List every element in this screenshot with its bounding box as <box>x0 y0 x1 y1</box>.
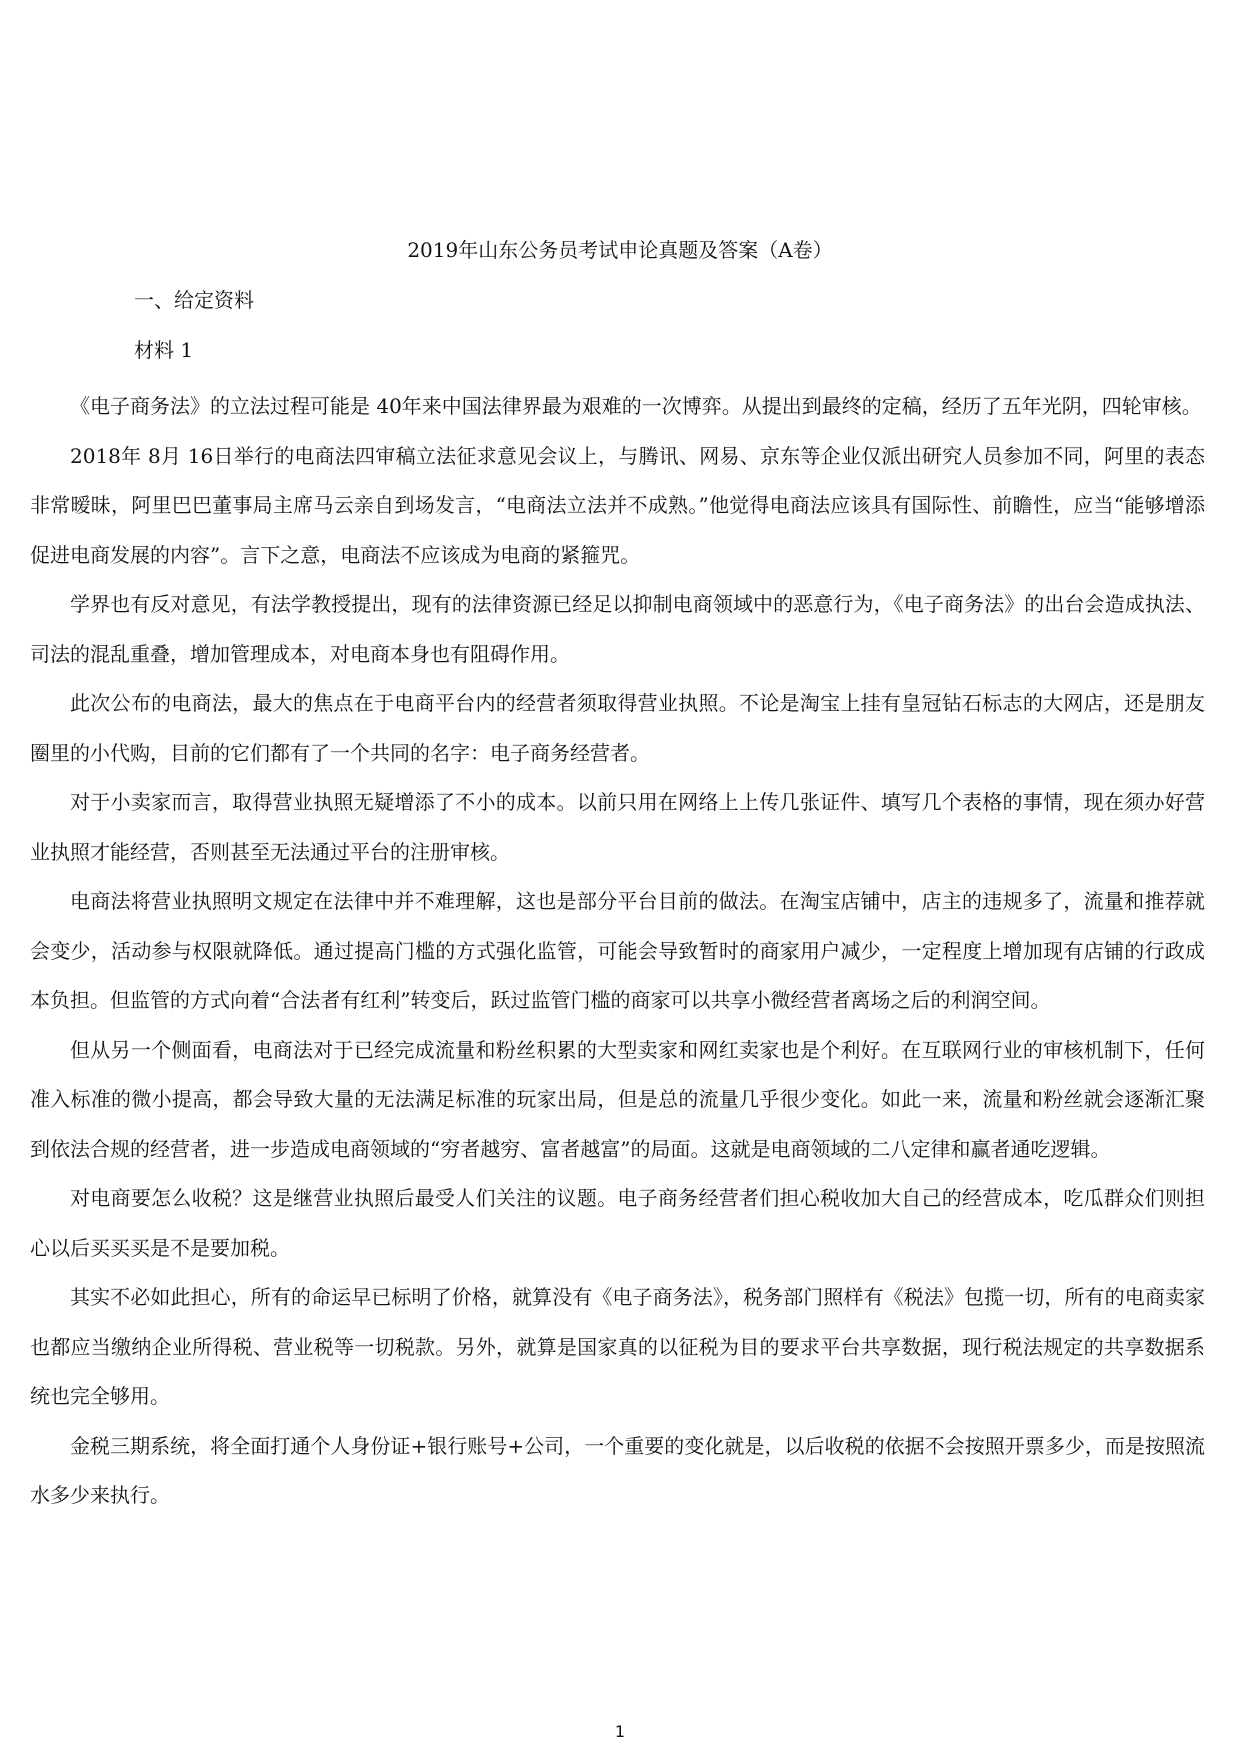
document-body <box>30 382 1205 1521</box>
paragraph-7: 但从另一个侧面看，电商法对于已经完成流量和粉丝积累的大型卖家和网红卖家也是个利好。在互联网行业的审核机制下，任何准入标准的微小提高，都会导致大量的无法满足标准的玩家出局，但是总的流量几乎很少变化。如此一来，流量和粉丝就会逐渐汇聚到依法合规的经营者，进一步造成电商领域的“穷者越穷、富者越富”的局面。这就是电商领域的二八定律和赢者通吃逻辑。 <box>30 1037 1205 1161</box>
paragraph-10: 金税三期系统，将全面打通个人身份证+银行账号+公司，一个重要的变化就是，以后收税的依据不会按照开票多少，而是按照流水多少来执行。 <box>30 1433 1205 1507</box>
paragraph-5: 对于小卖家而言，取得营业执照无疑增添了不小的成本。以前只用在网络上上传几张证件、填写几个表格的事情，现在须办好营业执照才能经营，否则甚至无法通过平台的注册审核。 <box>30 790 1205 864</box>
section-heading: 一、给定资料 <box>134 288 254 312</box>
paragraph-1: 《电子商务法》的立法过程可能是 40年来中国法律界最为艰难的一次博弈。从提出到最终的定稿，经历了五年光阴，四轮审核。 <box>70 394 1202 418</box>
document-title: 2019年山东公务员考试申论真题及答案（A卷） <box>407 238 833 262</box>
paragraph-8: 对电商要怎么收税？这是继营业执照后最受人们关注的议题。电子商务经营者们担心税收加大自己的经营成本，吃瓜群众们则担心以后买买买是不是要加税。 <box>30 1186 1205 1260</box>
page-number: 1 <box>614 1722 626 1741</box>
paragraph-6: 电商法将营业执照明文规定在法律中并不难理解，这也是部分平台目前的做法。在淘宝店铺中，店主的违规多了，流量和推荐就会变少，活动参与权限就降低。通过提高门槛的方式强化监管，可能会导致暂时的商家用户减少，一定程度上增加现有店铺的行政成本负担。但监管的方式向着“合法者有红利”转变后，跃过监管门槛的商家可以共享小微经营者离场之后的利润空间。 <box>30 889 1205 1012</box>
paragraph-4: 此次公布的电商法，最大的焦点在于电商平台内的经营者须取得营业执照。不论是淘宝上挂有皇冠钻石标志的大网店，还是朋友圈里的小代购，目前的它们都有了一个共同的名字：电子商务经营者。 <box>30 691 1205 765</box>
paragraph-3: 学界也有反对意见，有法学教授提出，现有的法律资源已经足以抑制电商领域中的恶意行为，《电子商务法》的出台会造成执法、司法的混乱重叠，增加管理成本，对电商本身也有阻碍作用。 <box>30 592 1205 666</box>
paragraph-9: 其实不必如此担心，所有的命运早已标明了价格，就算没有《电子商务法》，税务部门照样有《税法》包揽一切，所有的电商卖家也都应当缴纳企业所得税、营业税等一切税款。另外，就算是国家真的以征税为目的要求平台共享数据，现行税法规定的共享数据系统也完全够用。 <box>30 1285 1205 1408</box>
material-label: 材料 1 <box>134 338 194 362</box>
paragraph-2: 2018年 8月 16日举行的电商法四审稿立法征求意见会议上，与腾讯、网易、京东等企业仅派出研究人员参加不同，阿里的表态非常暧昧，阿里巴巴董事局主席马云亲自到场发言，“电商法立法并不成熟。”他觉得电商法应该具有国际性、前瞻性，应当“能够增添促进电商发展的内容”。言下之意，电商法不应该成为电商的紧箍咒。 <box>30 443 1205 567</box>
